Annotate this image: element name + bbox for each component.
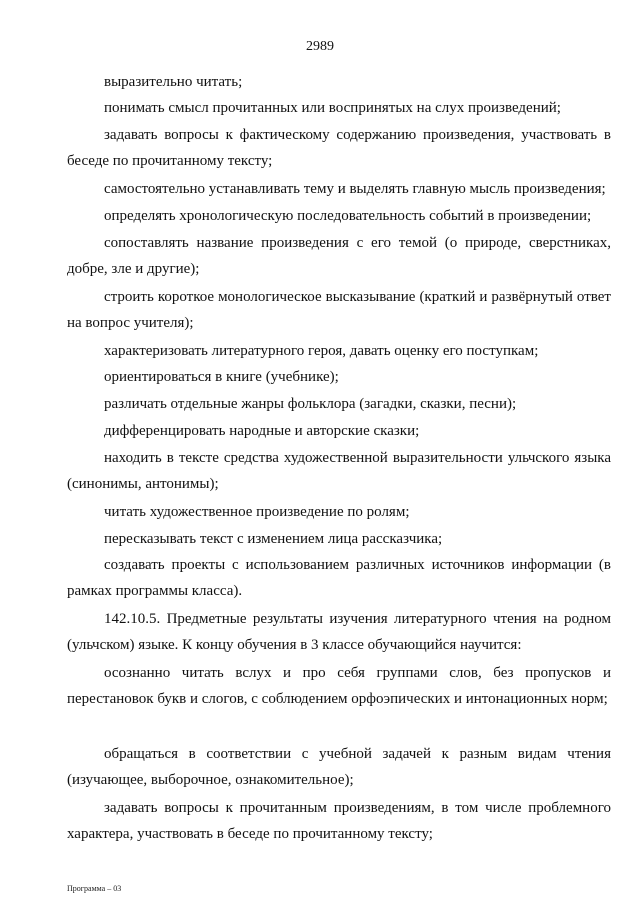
paragraph: находить в тексте средства художественной выразительности ульчского языка (синонимы, антонимы); (67, 450, 611, 492)
paragraph: пересказывать текст с изменением лица рассказчика; (104, 531, 443, 547)
paragraph: обращаться в соответствии с учебной задачей к разным видам чтения (изучающее, выборочное, ознакомительное); (67, 746, 611, 788)
paragraph: задавать вопросы к прочитанным произведениям, в том числе проблемного характера, участвовать в беседе по прочитанному тексту; (67, 800, 611, 842)
paragraph: различать отдельные жанры фольклора (загадки, сказки, песни); (104, 396, 517, 412)
footer-program-label: Программа – 03 (67, 884, 122, 893)
page-number: 2989 (306, 39, 334, 54)
paragraph: определять хронологическую последовательность событий в произведении; (104, 208, 592, 224)
paragraph: сопоставлять название произведения с его темой (о природе, сверстниках, добре, зле и другие); (67, 235, 611, 277)
paragraph: строить короткое монологическое высказывание (краткий и развёрнутый ответ на вопрос учителя); (67, 289, 611, 331)
paragraph: 142.10.5. Предметные результаты изучения литературного чтения на родном (ульчском) языке. К концу обучения в 3 классе обучающийся научится: (67, 611, 611, 653)
paragraph: осознанно читать вслух и про себя группами слов, без пропусков и перестановок букв и слогов, с соблюдением орфоэпических и интонационных норм; (67, 665, 611, 707)
paragraph: самостоятельно устанавливать тему и выделять главную мысль произведения; (104, 181, 606, 197)
paragraph: ориентироваться в книге (учебнике); (104, 369, 339, 385)
paragraph: понимать смысл прочитанных или воспринятых на слух произведений; (104, 100, 561, 116)
paragraph: задавать вопросы к фактическому содержанию произведения, участвовать в беседе по прочитанному тексту; (67, 127, 611, 169)
paragraph: читать художественное произведение по ролям; (104, 504, 410, 520)
paragraph: дифференцировать народные и авторские сказки; (104, 423, 420, 439)
paragraph: характеризовать литературного героя, давать оценку его поступкам; (104, 343, 539, 359)
paragraph: создавать проекты с использованием различных источников информации (в рамках программы класса). (67, 557, 611, 599)
paragraph: выразительно читать; (104, 74, 243, 90)
